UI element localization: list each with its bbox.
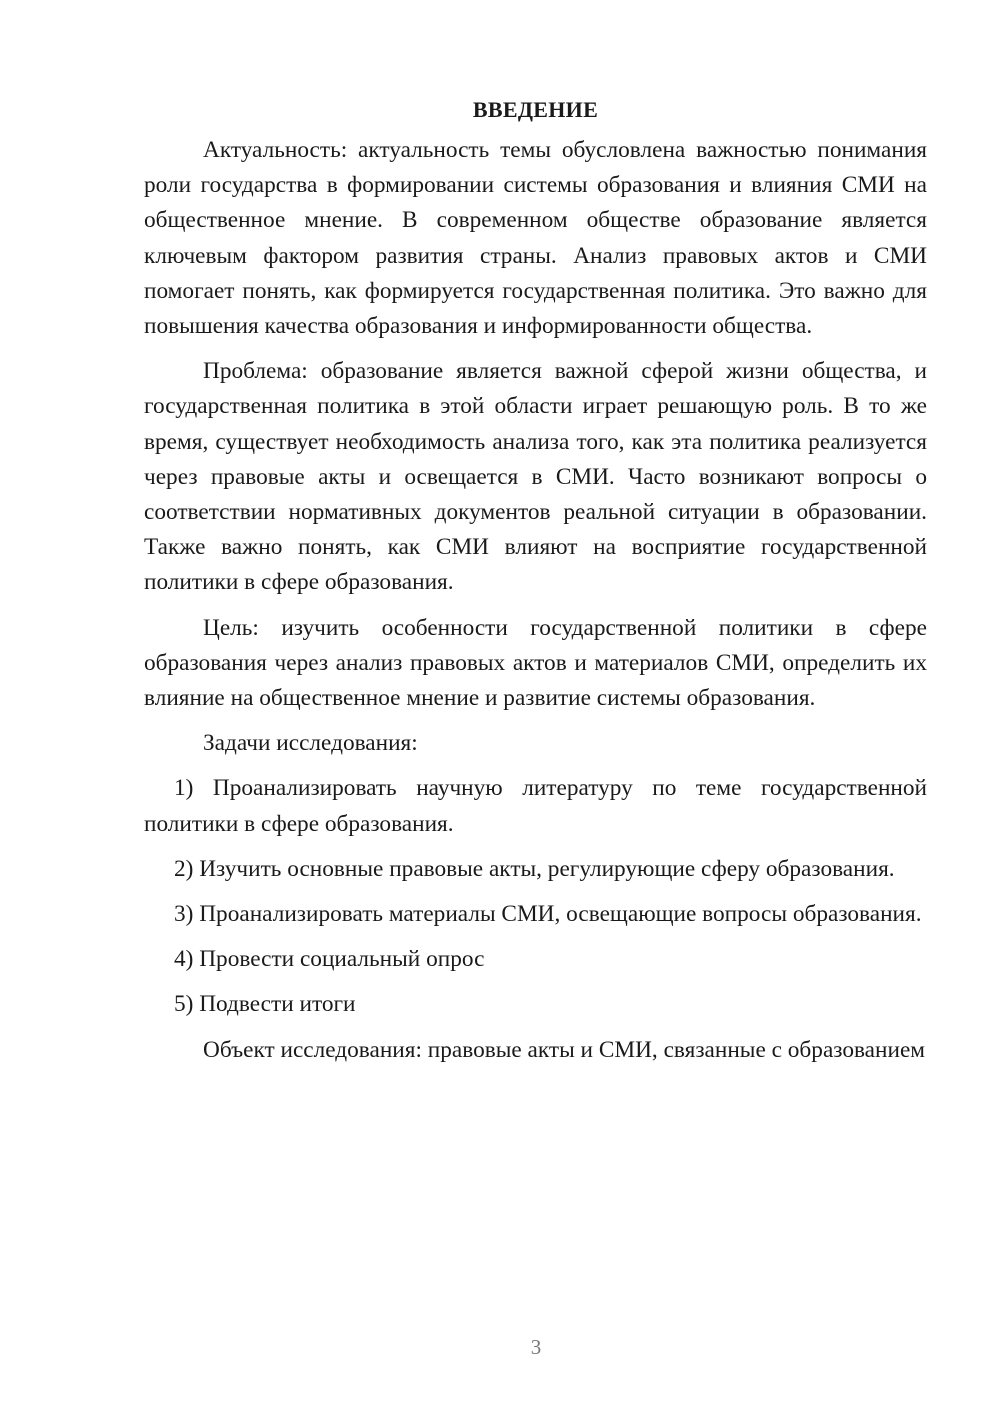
goal-paragraph: Цель: изучить особенности государственной политики в сфере образования через анализ правовых актов и материалов СМИ, определить их влияние на общественное мнение и развитие системы образования. bbox=[144, 614, 927, 712]
task-item-2: 2) Изучить основные правовые акты, регулирующие сферу образования. bbox=[174, 855, 895, 882]
section-heading: ВВЕДЕНИЕ bbox=[472, 97, 599, 122]
tasks-title: Задачи исследования: bbox=[203, 730, 418, 757]
task-item-3: 3) Проанализировать материалы СМИ, освещающие вопросы образования. bbox=[174, 901, 922, 928]
task-item-5: 5) Подвести итоги bbox=[174, 991, 356, 1018]
relevance-paragraph: Актуальность: актуальность темы обусловлена важностью понимания роли государства в формировании системы образования и влияния СМИ на общественное мнение. В современном обществе образование является ключевым фактором развития страны. Анализ правовых актов и СМИ помогает понять, как формируется государственная политика. Это важно для повышения качества образования и информированности общества. bbox=[144, 137, 927, 340]
page-number: 3 bbox=[530, 1335, 542, 1359]
object-paragraph: Объект исследования: правовые акты и СМИ, связанные с образованием bbox=[203, 1036, 926, 1063]
page-content bbox=[144, 95, 927, 1068]
problem-paragraph: Проблема: образование является важной сферой жизни общества, и государственная политика в этой области играет решающую роль. В то же время, существует необходимость анализа того, как эта политика реализуется через правовые акты и освещается в СМИ. Часто возникают вопросы о соответствии нормативных документов реальной ситуации в образовании. Также важно понять, как СМИ влияют на восприятие государственной политики в сфере образования. bbox=[144, 358, 927, 596]
task-item-4: 4) Провести социальный опрос bbox=[174, 946, 485, 973]
task-item-1: 1) Проанализировать научную литературу по теме государственной политики в сфере образования. bbox=[144, 775, 927, 837]
